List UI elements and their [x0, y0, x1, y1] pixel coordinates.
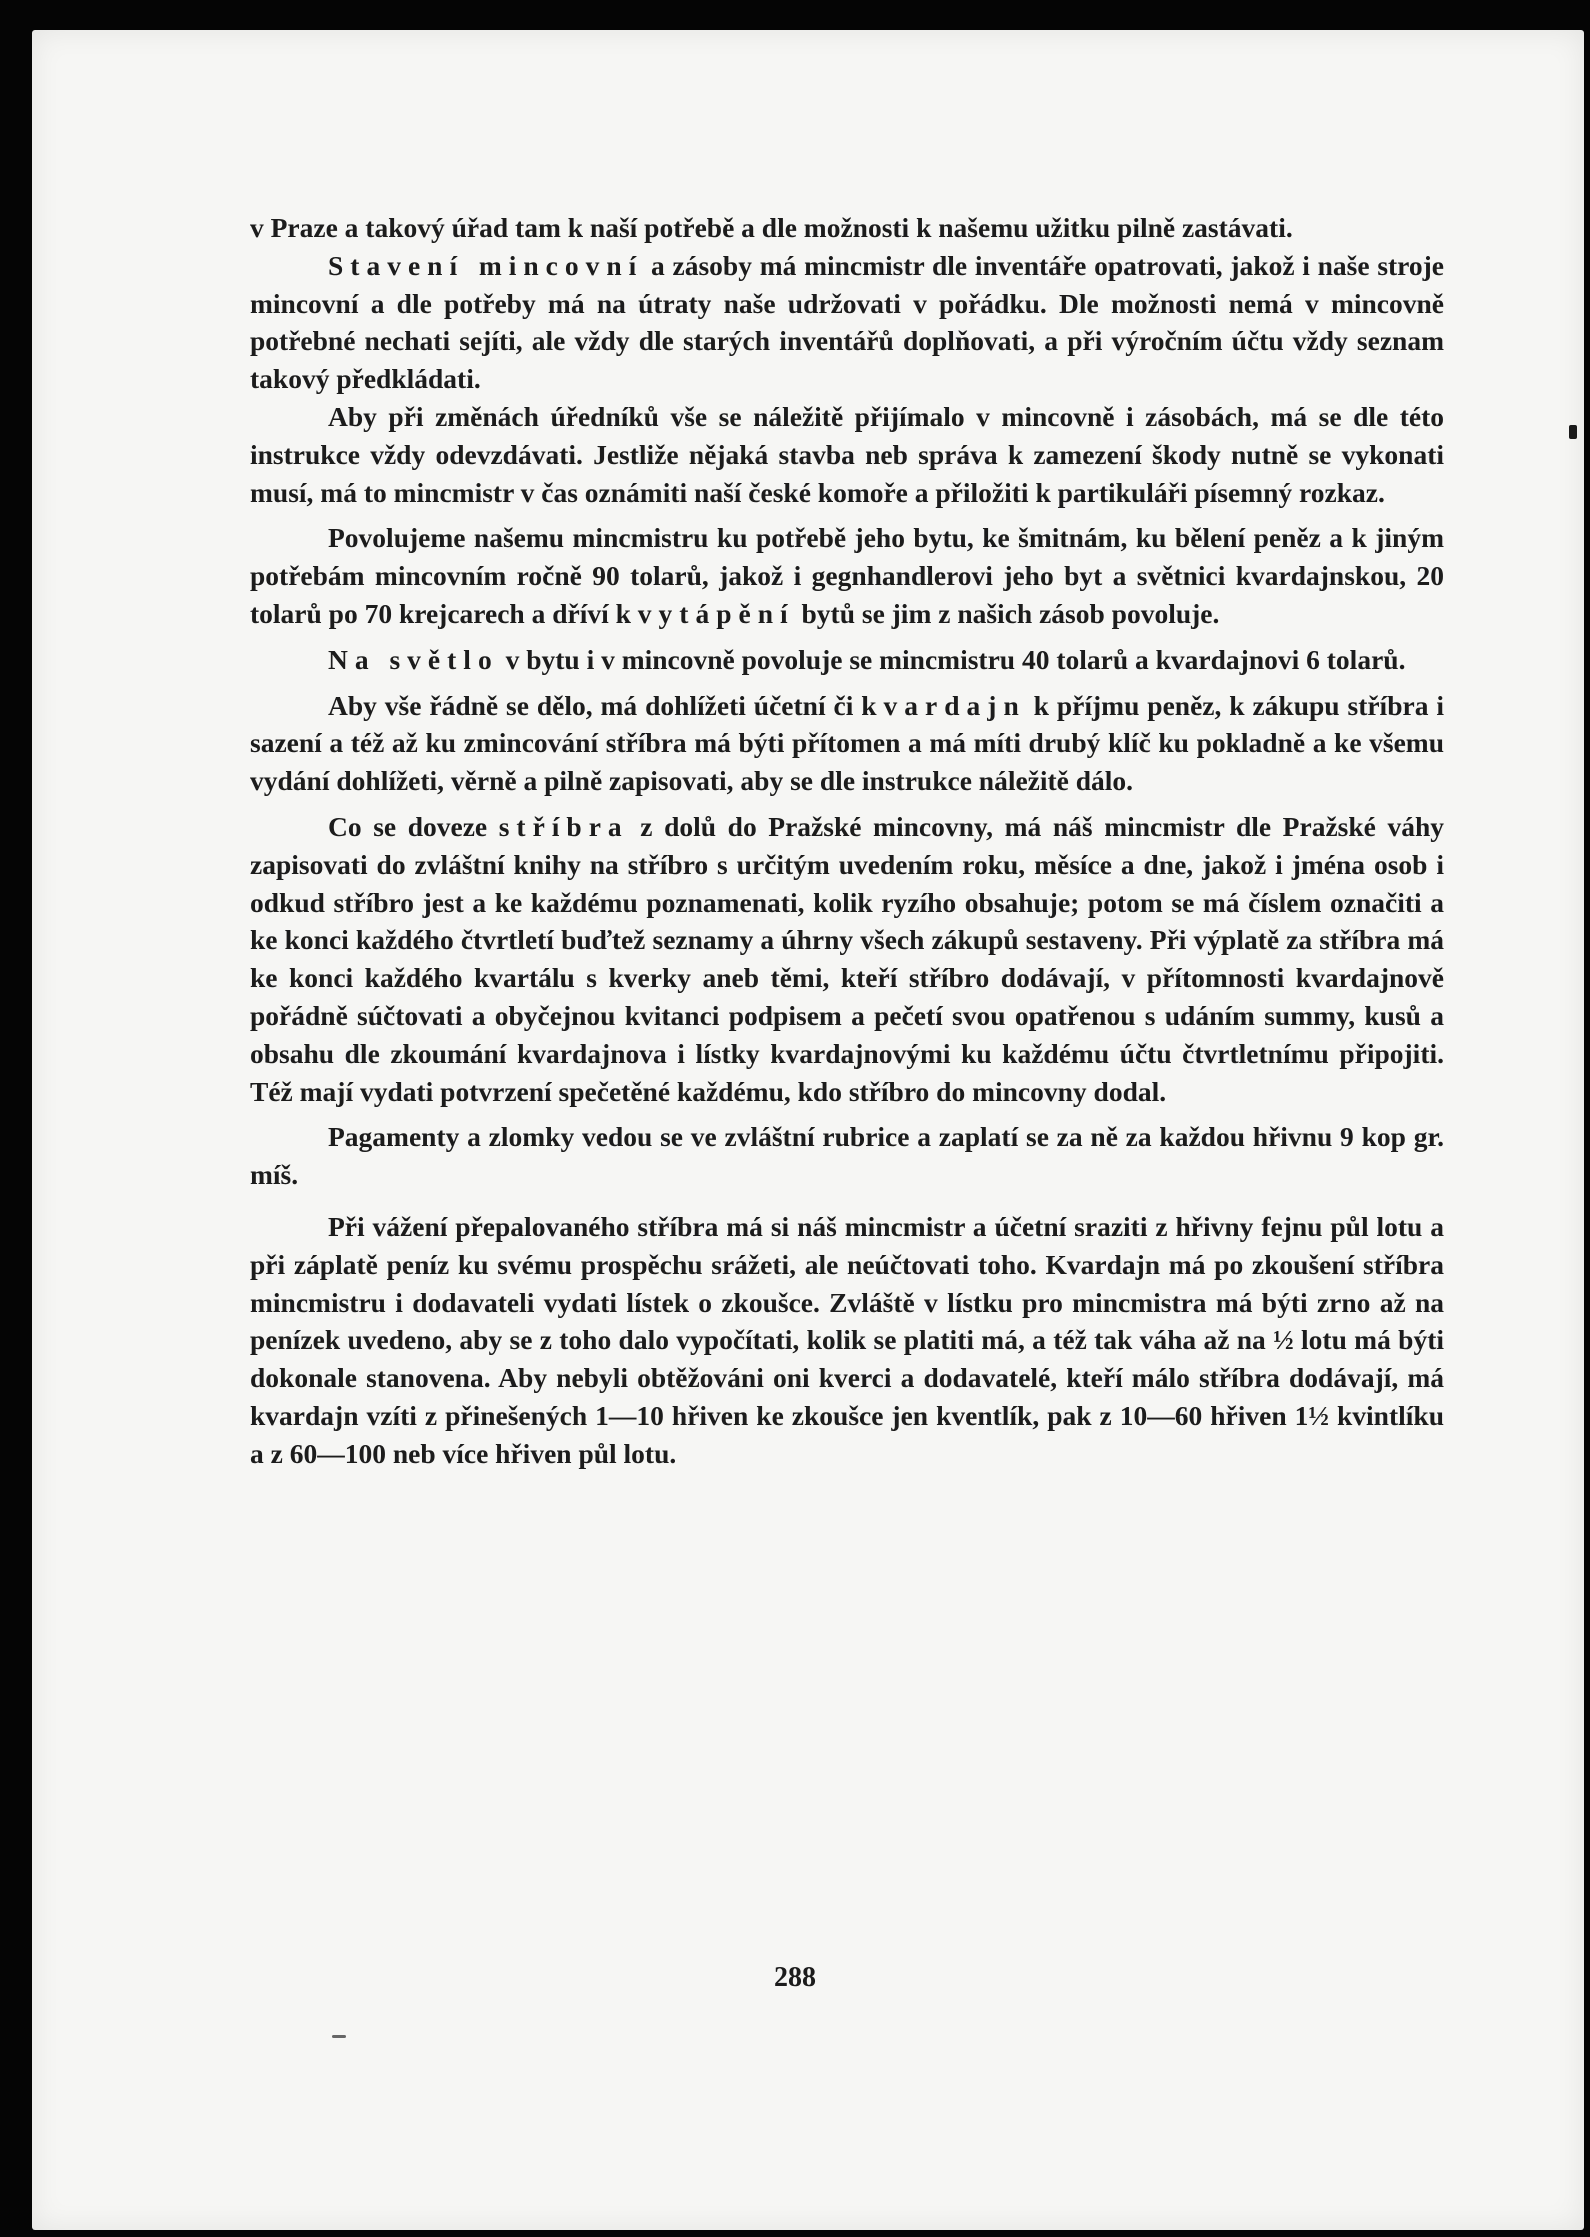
text-segment: Povolujeme našemu mincmistru ku potřebě jeho bytu, ke šmitnám, ku bělení peněz a k jiným potřebám mincovním ročně 90 tolarů, jakož i gegnhandlerovi jeho byt a světnici kvardajnskou, 20 tolarů po 70 krejcarech a dříví k: [250, 522, 1444, 629]
paragraph: [250, 641, 1444, 679]
spaced-term: vytápění: [637, 597, 795, 629]
text-segment: v bytu i v mincovně povoluje se mincmistru 40 tolarů a kvardajnovi 6 tolarů.: [498, 643, 1406, 675]
text-segment: z dolů do Pražské mincovny, má náš mincmistr dle Pražské váhy zapisovati do zvláštní knihy na stříbro s určitým uvedením roku, měsíce a dne, jakož i jména osob i odkud stříbro jest a ke každému poznamenati, kolik ryzího obsahuje; potom se má číslem označiti a ke konci každého čtvrtletí buďtež seznamy a úhrny všech zákupů sestaveny. Při výplatě za stříbra má ke konci každého kvartálu s kverky aneb těmi, kteří stříbro dodávají, v přítomnosti kvardajnově pořádně súčtovati a obyčejnou kvitanci podpisem a pečetí svou opatřenou s udáním summy, kusů a obsahu dle zkoumání kvardajnova i lístky kvardajnovými ku každému účtu čtvrtletnímu připojiti. Též mají vydati potvrzení spečetěné každému, kdo stříbro do mincovny dodal.: [250, 810, 1444, 1107]
text-segment: a zásoby má mincmistr dle inventáře opatrovati, jakož i naše stroje mincovní a dle potřeby má na útraty naše udržovati v pořádku. Dle možnosti nemá v mincovně potřebné nechati sejíti, ale vždy dle starých inventářů doplňovati, a při výročním účtu vždy seznam takový předkládati.: [250, 249, 1445, 395]
spaced-term: Stavení mincovní: [328, 249, 644, 281]
paragraph: [250, 209, 1444, 247]
paragraph: [250, 398, 1444, 511]
paragraph: [250, 1208, 1444, 1473]
page-edge-mark: [1569, 425, 1577, 439]
text-segment: Při vážení přepalovaného stříbra má si náš mincmistr a účetní sraziti z hřivny fejnu půl lotu a při záplatě peníz ku svému prospěchu srážeti, ale neúčtovati toho. Kvardajn má po zkoušení stříbra mincmistru i dodavateli vydati lístek o zkoušce. Zvláště v lístku pro mincmistra má býti zrno až na penízek uvedeno, aby se z toho dalo vypočítati, kolik se platiti má, a též tak váha až na ½ lotu má býti dokonale stanovena. Aby nebyli obtěžováni oni kverci a dodavatelé, kteří málo stříbra dodávají, má kvardajn vzíti z přinešených 1—10 hřiven ke zkoušce jen kventlík, pak z 10—60 hřiven 1½ kvintlíku a z 60—100 neb více hřiven půl lotu.: [250, 1210, 1444, 1469]
text-segment: k příjmu peněz, k zákupu stříbra i sazení a též až ku zmincování stříbra má býti přítomen a má míti drubý klíč ku pokladně a ke všemu vydání dohlížeti, věrně a pilně zapisovati, aby se dle instrukce náležitě dálo.: [250, 689, 1444, 797]
paragraph: [250, 687, 1444, 800]
scan-speck: [332, 2035, 346, 2038]
paragraph: [250, 808, 1444, 1110]
spaced-term: kvardajn: [861, 689, 1026, 721]
text-segment: Co se doveze: [328, 810, 499, 842]
text-segment: Aby vše řádně se dělo, má dohlížeti účetní či: [328, 689, 862, 721]
text-segment: bytů se jim z našich zásob povoluje.: [794, 597, 1220, 629]
paragraph: [250, 519, 1444, 632]
paragraph: [250, 1118, 1444, 1194]
text-segment: Pagamenty a zlomky vedou se ve zvláštní rubrice a zaplatí se za ně za každou hřivnu 9 kop gr. míš.: [250, 1121, 1444, 1191]
page-number: 288: [774, 1962, 816, 1993]
spaced-term: stříbra: [498, 810, 629, 842]
paragraph: [250, 247, 1444, 398]
spaced-term: Na světlo: [328, 643, 499, 675]
text-segment: v Praze a takový úřad tam k naší potřebě a dle možnosti k našemu užitku pilně zastávati.: [250, 212, 1293, 243]
body-text: [250, 209, 1444, 1481]
text-segment: Aby při změnách úředníků vše se náležitě přijímalo v mincovně i zásobách, má se dle této instrukce vždy odevzdávati. Jestliže nějaká stavba neb správa k zamezení škody nutně se vykonati musí, má to mincmistr v čas oznámiti naší české komoře a přiložiti k partikuláři písemný rozkaz.: [250, 400, 1444, 508]
